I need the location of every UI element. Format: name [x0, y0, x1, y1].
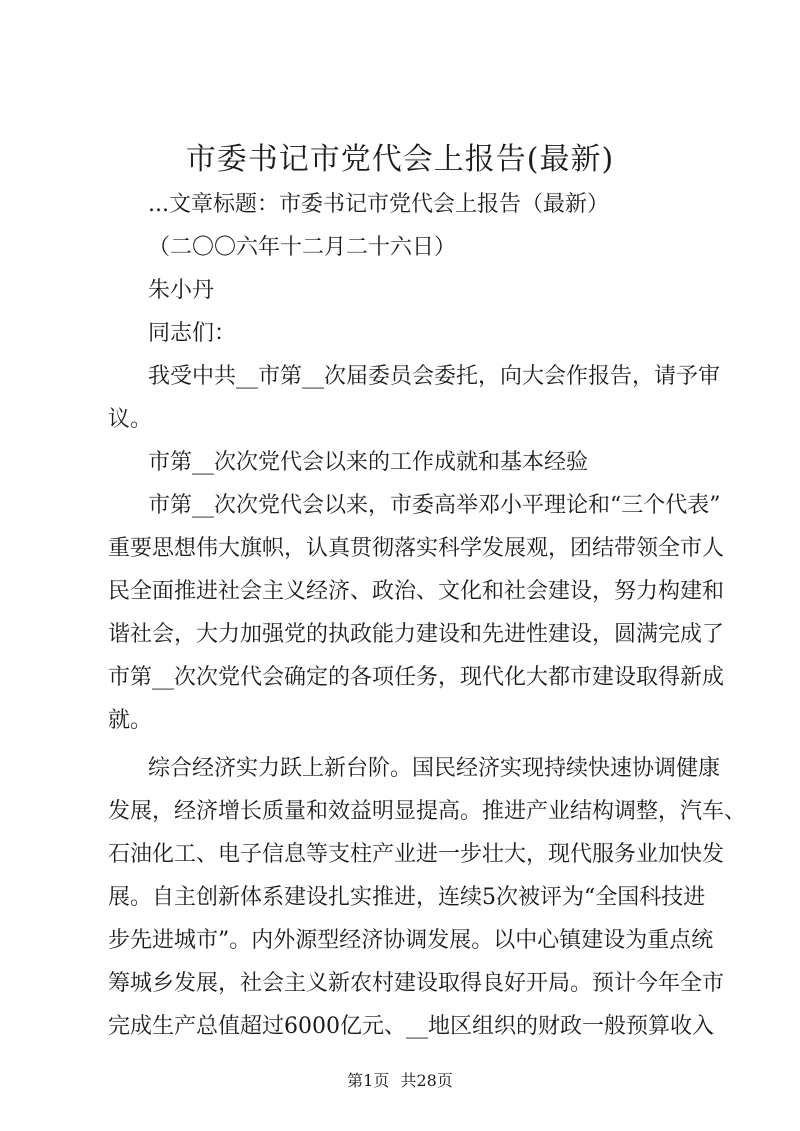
section-heading: 市第__次次党代会以来的工作成就和基本经验 — [148, 450, 589, 475]
body-line: 重要思想伟大旗帜，认真贯彻落实科学发展观，团结带领全市人 — [108, 536, 725, 561]
author-line: 朱小丹 — [148, 278, 215, 303]
body-line: 发展，经济增长质量和效益明显提高。推进产业结构调整，汽车、 — [108, 799, 747, 824]
body-line: 市第__次次党代会确定的各项任务，现代化大都市建设取得新成 — [108, 665, 725, 690]
body-line: 综合经济实力跃上新台阶。国民经济实现持续快速协调健康 — [148, 756, 721, 781]
date-line: （二〇〇六年十二月二十六日） — [148, 235, 457, 260]
page-number: 第1页 — [347, 1071, 390, 1090]
page-footer — [0, 1070, 800, 1092]
document-title: 市委书记市党代会上报告(最新) — [185, 142, 615, 177]
body-line: 谐社会，大力加强党的执政能力建设和先进性建设，圆满完成了 — [108, 622, 725, 647]
article-title-line: ...文章标题：市委书记市党代会上报告（最新） — [148, 192, 609, 217]
body-line: 民全面推进社会主义经济、政治、文化和社会建设，努力构建和 — [108, 579, 725, 604]
body-line: 石油化工、电子信息等支柱产业进一步壮大，现代服务业加快发 — [108, 842, 725, 867]
body-line: 议。 — [108, 407, 153, 432]
body-line: 步先进城市”。内外源型经济协调发展。以中心镇建设为重点统 — [108, 928, 714, 953]
page-total: 共28页 — [400, 1071, 453, 1090]
body-line: 就。 — [108, 708, 153, 733]
body-line: 市第__次次党代会以来，市委高举邓小平理论和“三个代表” — [148, 493, 721, 518]
body-line: 展。自主创新体系建设扎实推进，连续5次被评为“全国科技进 — [108, 885, 706, 910]
salutation-line: 同志们： — [148, 321, 237, 346]
body-line: 筹城乡发展，社会主义新农村建设取得良好开局。预计今年全市 — [108, 971, 725, 996]
body-line: 完成生产总值超过6000亿元、__地区组织的财政一般预算收入 — [108, 1014, 714, 1039]
body-line: 我受中共__市第__次届委员会委托，向大会作报告，请予审 — [148, 364, 721, 389]
